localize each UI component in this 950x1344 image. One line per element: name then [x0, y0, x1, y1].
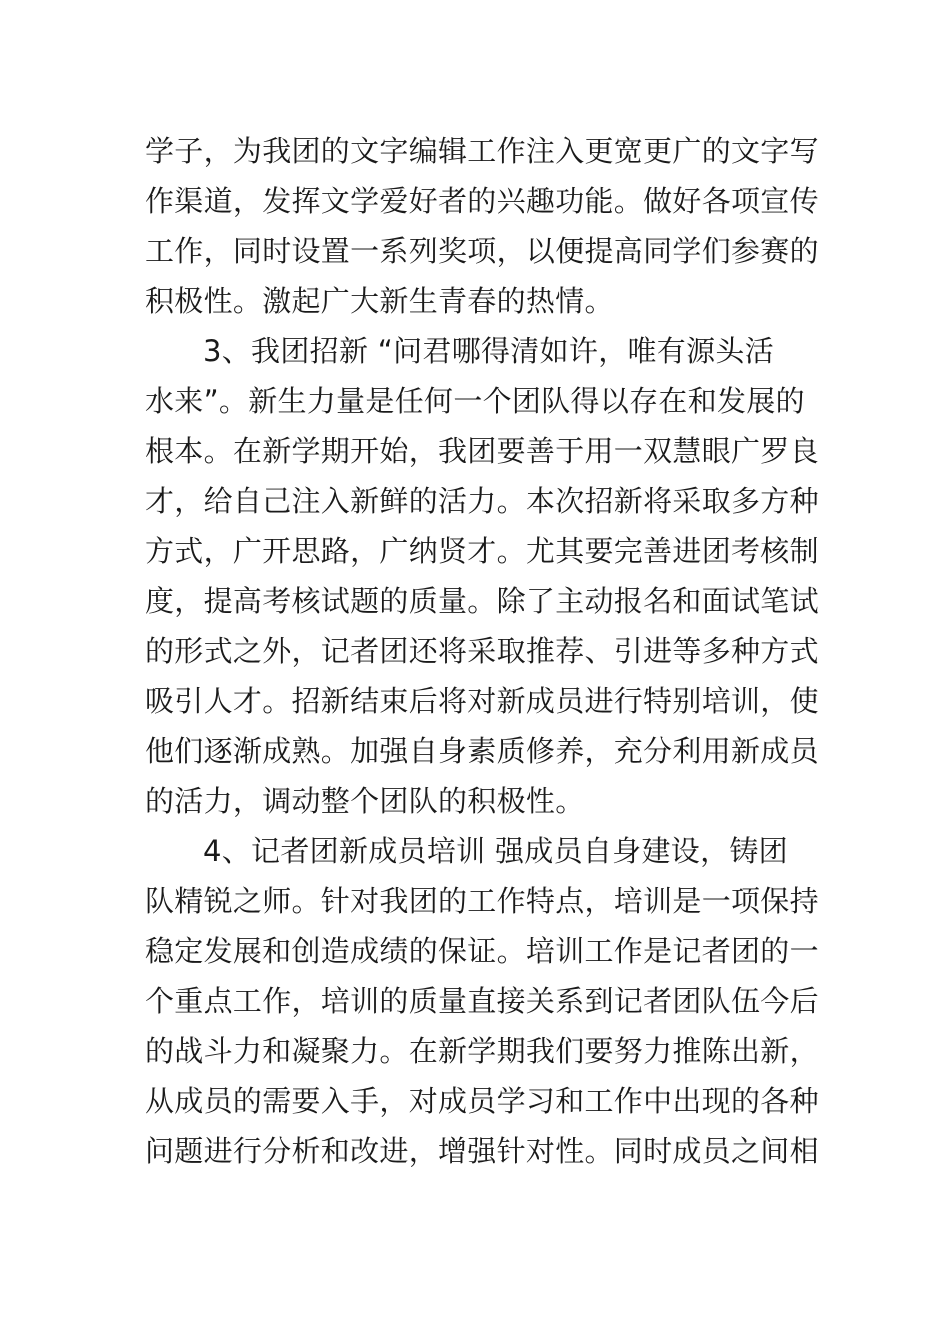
text-line-19: 的战斗力和凝聚力。在新学期我们要努力推陈出新， — [145, 1034, 819, 1068]
text-line-13: 他们逐渐成熟。加强自身素质修养，充分利用新成员 — [145, 734, 819, 768]
text-line-17: 稳定发展和创造成绩的保证。培训工作是记者团的一 — [145, 934, 819, 968]
section-4-heading-line: 4、记者团新成员培训 强成员自身建设，铸团 — [203, 834, 788, 868]
text-line-9: 方式，广开思路，广纳贤才。尤其要完善进团考核制 — [145, 534, 819, 568]
text-line-6: 水来”。新生力量是任何一个团队得以存在和发展的 — [145, 384, 805, 418]
text-line-12: 吸引人才。招新结束后将对新成员进行特别培训，使 — [145, 684, 819, 718]
text-line-16: 队精锐之师。针对我团的工作特点，培训是一项保持 — [145, 884, 819, 918]
text-line-3: 工作，同时设置一系列奖项，以便提高同学们参赛的 — [145, 234, 819, 268]
text-line-7: 根本。在新学期开始，我团要善于用一双慧眼广罗良 — [145, 434, 819, 468]
text-line-11: 的形式之外，记者团还将采取推荐、引进等多种方式 — [145, 634, 819, 668]
text-line-4: 积极性。激起广大新生青春的热情。 — [145, 284, 614, 318]
text-line-14: 的活力，调动整个团队的积极性。 — [145, 784, 585, 818]
text-line-2: 作渠道，发挥文学爱好者的兴趣功能。做好各项宣传 — [145, 184, 819, 218]
section-3-heading-line: 3、我团招新 “问君哪得清如许，唯有源头活 — [203, 334, 774, 368]
document-body — [145, 126, 819, 1176]
text-line-21: 问题进行分析和改进，增强针对性。同时成员之间相 — [145, 1134, 819, 1168]
text-line-18: 个重点工作，培训的质量直接关系到记者团队伍今后 — [145, 984, 819, 1018]
text-line-8: 才，给自己注入新鲜的活力。本次招新将采取多方种 — [145, 484, 819, 518]
text-line-20: 从成员的需要入手，对成员学习和工作中出现的各种 — [145, 1084, 819, 1118]
text-line-10: 度，提高考核试题的质量。除了主动报名和面试笔试 — [145, 584, 819, 618]
text-line-1: 学子，为我团的文字编辑工作注入更宽更广的文字写 — [145, 134, 819, 168]
